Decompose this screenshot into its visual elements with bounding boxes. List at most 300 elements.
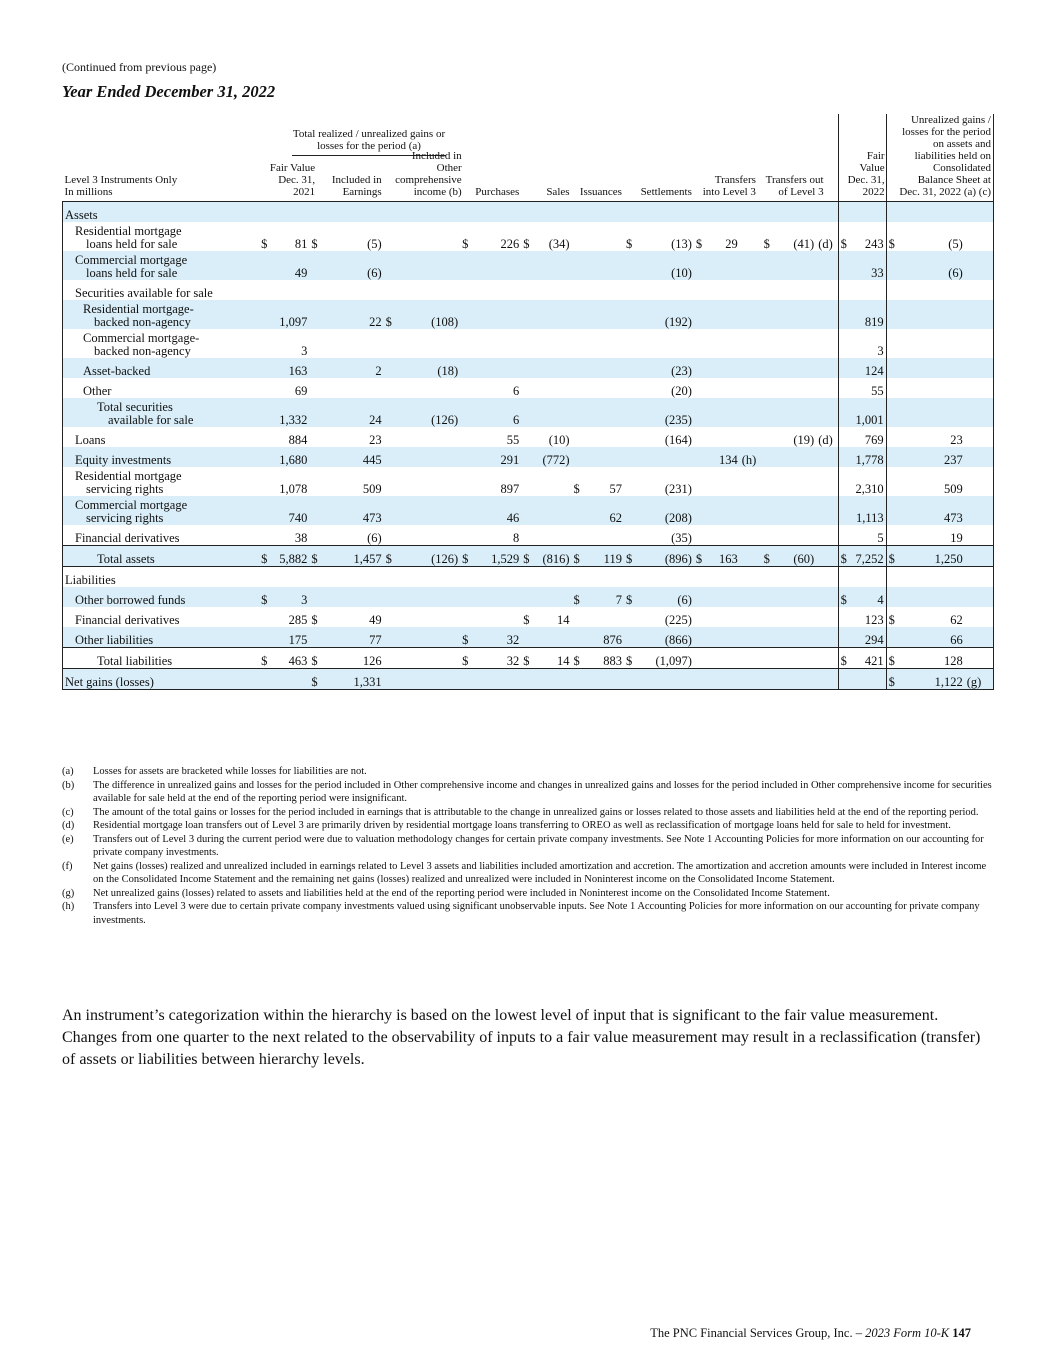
cell-currency: [309, 378, 324, 398]
cell-currency: [521, 525, 536, 546]
cell-value: [709, 378, 740, 398]
cell-value: [639, 280, 694, 300]
cell-value: 1,113: [853, 496, 886, 525]
header-label: Level 3 Instruments Only In millions: [63, 114, 260, 202]
table-row: [63, 525, 994, 546]
cell-note: [740, 202, 762, 223]
cell-currency: [309, 447, 324, 467]
cell-note: [816, 627, 838, 648]
cell-value: 3: [274, 587, 309, 607]
cell-note: [965, 546, 994, 567]
table-row: [63, 496, 994, 525]
cell-currency: [694, 251, 709, 280]
cell-value: [777, 398, 816, 427]
cell-note: [740, 358, 762, 378]
cell-note: [740, 669, 762, 690]
cell-value: 884: [288, 433, 308, 447]
cell-value: 876: [587, 627, 624, 648]
cell-currency: [886, 300, 901, 329]
cell-value: (10): [639, 251, 694, 280]
cell-value: 14: [557, 613, 570, 627]
cell-currency: [309, 300, 324, 329]
cell-currency: [521, 496, 536, 525]
cell-currency: [572, 202, 587, 223]
cell-currency: [886, 496, 901, 525]
footnote: [62, 900, 992, 927]
table-row: [63, 447, 994, 467]
cell-note: (d): [818, 433, 833, 447]
header-transfers-out: Transfers out of Level 3: [762, 114, 838, 202]
cell-currency: [460, 525, 475, 546]
table-row: [63, 587, 994, 607]
row-label: Total liabilities: [63, 648, 260, 669]
cell-value: [587, 329, 624, 358]
cell-currency: $: [523, 237, 530, 251]
cell-currency: [694, 467, 709, 496]
cell-note: [816, 546, 838, 567]
cell-currency: [384, 202, 406, 223]
cell-value: 62: [587, 496, 624, 525]
level3-rollforward-table: [62, 114, 994, 690]
table-row: [63, 567, 994, 588]
cell-value: [274, 202, 309, 223]
cell-currency: [762, 398, 777, 427]
cell-value: 4: [853, 587, 886, 607]
cell-note: [816, 607, 838, 627]
cell-currency: [624, 467, 639, 496]
cell-value: [406, 329, 461, 358]
cell-note: [740, 587, 762, 607]
table-row: [63, 202, 994, 223]
cell-value: [587, 525, 624, 546]
cell-value: 243: [864, 237, 884, 251]
cell-currency: [838, 525, 853, 546]
cell-currency: [762, 378, 777, 398]
footnote-text: The amount of the total gains or losses for the period included in earnings that is attributable to the change in unrealized gains or losses related to those assets and liabilities held at the end of the reporting period.: [93, 806, 979, 818]
cell-currency: $: [886, 648, 901, 669]
cell-value: (6): [901, 251, 964, 280]
footnote: [62, 779, 992, 806]
cell-note: [965, 567, 994, 588]
row-label: Residential mortgage servicing rights: [63, 467, 260, 496]
cell-note: [816, 648, 838, 669]
header-issuances: Issuances: [572, 114, 624, 202]
cell-note: [965, 202, 994, 223]
header-oci: Included in Other comprehensive income (b): [384, 114, 460, 202]
cell-currency: [624, 202, 639, 223]
cell-value: 7,252: [853, 546, 886, 567]
cell-value: [537, 587, 572, 607]
footnote-key: (b): [62, 779, 75, 791]
cell-currency: [309, 587, 324, 607]
cell-currency: [259, 202, 274, 223]
cell-value: [475, 251, 521, 280]
cell-currency: $: [384, 300, 406, 329]
cell-currency: [460, 669, 475, 690]
cell-value: [709, 398, 740, 427]
cell-currency: [762, 587, 777, 607]
cell-note: [740, 607, 762, 627]
cell-value: [587, 447, 624, 467]
cell-currency: $: [521, 546, 536, 567]
cell-currency: [521, 447, 536, 467]
cell-currency: $: [523, 613, 530, 627]
cell-value: [475, 607, 521, 627]
row-label: Total securities available for sale: [63, 398, 260, 427]
cell-value: [639, 329, 694, 358]
cell-currency: [838, 607, 853, 627]
cell-currency: [886, 251, 901, 280]
cell-currency: $: [462, 237, 469, 251]
cell-value: (10): [548, 433, 570, 447]
cell-note: [965, 648, 994, 669]
cell-currency: $: [886, 669, 901, 690]
cell-note: [965, 496, 994, 525]
cell-value: 6: [513, 384, 520, 398]
cell-currency: $: [259, 648, 274, 669]
cell-note: [965, 398, 994, 427]
cell-value: 66: [901, 627, 964, 648]
cell-value: 1,331: [325, 669, 384, 690]
cell-currency: [886, 202, 901, 223]
cell-currency: [572, 669, 587, 690]
cell-currency: [572, 358, 587, 378]
cell-currency: [762, 467, 777, 496]
cell-value: [325, 378, 384, 398]
cell-currency: [309, 496, 324, 525]
cell-currency: [624, 627, 639, 648]
cell-currency: [694, 280, 709, 300]
cell-note: [740, 627, 762, 648]
cell-currency: [694, 300, 709, 329]
cell-currency: [694, 496, 709, 525]
cell-currency: [762, 669, 777, 690]
cell-currency: [460, 329, 475, 358]
cell-currency: [838, 669, 853, 690]
cell-currency: $: [309, 546, 324, 567]
cell-value: [777, 567, 816, 588]
cell-currency: [838, 378, 853, 398]
cell-currency: [384, 398, 406, 427]
cell-value: 1,122: [901, 669, 964, 690]
cell-value: [587, 251, 624, 280]
cell-currency: [309, 329, 324, 358]
cell-currency: $: [838, 587, 853, 607]
cell-note: [816, 202, 838, 223]
header-transfers-in: Transfers into Level 3: [694, 114, 762, 202]
cell-note: [816, 398, 838, 427]
cell-currency: [694, 378, 709, 398]
cell-value: [709, 567, 740, 588]
cell-currency: $: [838, 546, 853, 567]
row-label: Financial derivatives: [63, 525, 260, 546]
cell-currency: [886, 447, 901, 467]
cell-value: 819: [853, 300, 886, 329]
cell-currency: [259, 398, 274, 427]
table-row: [63, 648, 994, 669]
cell-currency: [572, 627, 587, 648]
cell-currency: [259, 378, 274, 398]
cell-currency: [572, 329, 587, 358]
cell-note: [816, 447, 838, 467]
cell-value: 163: [709, 546, 740, 567]
cell-value: [853, 280, 886, 300]
table-row: [63, 607, 994, 627]
cell-currency: [460, 587, 475, 607]
table-row: [63, 222, 994, 251]
cell-value: 740: [274, 496, 309, 525]
cell-currency: [521, 567, 536, 588]
cell-currency: [572, 300, 587, 329]
cell-currency: [259, 280, 274, 300]
cell-value: 769: [864, 433, 884, 447]
cell-value: 134: [709, 447, 740, 467]
cell-value: [406, 607, 461, 627]
cell-currency: $: [460, 627, 475, 648]
cell-value: [709, 587, 740, 607]
cell-currency: [384, 587, 406, 607]
cell-value: 1,529: [475, 546, 521, 567]
table-row: [63, 669, 994, 690]
cell-value: 29: [725, 237, 738, 251]
cell-note: [965, 525, 994, 546]
cell-value: [709, 525, 740, 546]
cell-value: [475, 669, 521, 690]
cell-value: 5,882: [274, 546, 309, 567]
cell-value: (235): [639, 398, 694, 427]
cell-currency: [838, 467, 853, 496]
cell-currency: [838, 280, 853, 300]
footnote-text: The difference in unrealized gains and losses for the period included in Other comprehensive income and changes in unrealized gains and losses for the period included in Other comprehensive income for securities available for sale held at the end of the reporting period were insignificant.: [93, 779, 992, 804]
cell-value: [709, 280, 740, 300]
cell-value: 294: [853, 627, 886, 648]
cell-currency: [624, 525, 639, 546]
cell-note: [965, 447, 994, 467]
cell-currency: [624, 358, 639, 378]
cell-currency: [309, 467, 324, 496]
cell-currency: $: [572, 648, 587, 669]
cell-value: [274, 280, 309, 300]
cell-value: (6): [639, 587, 694, 607]
cell-currency: [838, 496, 853, 525]
cell-currency: [694, 648, 709, 669]
cell-currency: [572, 251, 587, 280]
cell-value: 285: [288, 613, 308, 627]
cell-value: [406, 467, 461, 496]
cell-value: [406, 587, 461, 607]
cell-value: 883: [587, 648, 624, 669]
row-label: Assets: [63, 202, 260, 223]
cell-value: (772): [537, 447, 572, 467]
cell-note: [816, 467, 838, 496]
cell-currency: [309, 358, 324, 378]
cell-currency: $: [311, 237, 318, 251]
cell-note: [816, 567, 838, 588]
cell-currency: [694, 567, 709, 588]
cell-currency: $: [309, 669, 324, 690]
cell-value: [587, 567, 624, 588]
cell-currency: [572, 427, 587, 447]
cell-value: 33: [853, 251, 886, 280]
cell-currency: [838, 427, 853, 447]
cell-currency: $: [311, 613, 318, 627]
cell-value: (231): [664, 482, 692, 496]
cell-value: [709, 669, 740, 690]
cell-value: [709, 202, 740, 223]
row-label: Liabilities: [63, 567, 260, 588]
cell-currency: [384, 607, 406, 627]
footnote-text: Residential mortgage loan transfers out of Level 3 are primarily driven by residential mortgage loans transferring to OREO as well as reclassification of mortgage loans held for sale to held for investment.: [93, 820, 951, 831]
cell-value: 19: [950, 531, 963, 545]
cell-currency: [521, 300, 536, 329]
cell-value: (866): [639, 627, 694, 648]
cell-currency: [694, 627, 709, 648]
table-row: [63, 329, 994, 358]
cell-value: [709, 251, 740, 280]
cell-note: [965, 358, 994, 378]
cell-currency: [384, 427, 406, 447]
cell-currency: [572, 447, 587, 467]
cell-currency: [384, 222, 406, 251]
cell-value: 1,250: [901, 546, 964, 567]
cell-note: [740, 398, 762, 427]
cell-currency: [259, 447, 274, 467]
cell-currency: [521, 398, 536, 427]
cell-value: [901, 587, 964, 607]
cell-currency: [762, 607, 777, 627]
cell-currency: [521, 427, 536, 447]
cell-value: [475, 300, 521, 329]
cell-currency: $: [694, 546, 709, 567]
cell-currency: [762, 627, 777, 648]
page-title: Year Ended December 31, 2022: [62, 82, 276, 101]
cell-value: [709, 427, 740, 447]
body-paragraph: An instrument’s categorization within the hierarchy is based on the lowest level of input that is significant to the fair value measurement. Changes from one quarter to the next related to the observability of inputs to a fair value measurement may result in a reclassification (transfer) of assets or liabilities between hierarchy levels.: [62, 1007, 981, 1068]
footer-page-number: 147: [952, 1326, 971, 1340]
footnote: [62, 765, 992, 779]
cell-value: [325, 329, 384, 358]
cell-note: [965, 222, 994, 251]
cell-value: [901, 300, 964, 329]
cell-currency: [624, 567, 639, 588]
cell-currency: [460, 202, 475, 223]
cell-note: [740, 567, 762, 588]
cell-value: (816): [537, 546, 572, 567]
cell-currency: [572, 378, 587, 398]
cell-value: [274, 669, 309, 690]
cell-value: (5): [948, 237, 963, 251]
cell-value: [587, 202, 624, 223]
cell-value: [777, 251, 816, 280]
cell-currency: [694, 202, 709, 223]
cell-currency: [694, 398, 709, 427]
cell-value: 8: [513, 531, 520, 545]
cell-value: 3: [301, 344, 308, 358]
cell-value: (35): [671, 531, 692, 545]
row-label: Equity investments: [63, 447, 260, 467]
cell-currency: [460, 398, 475, 427]
cell-value: 22: [325, 300, 384, 329]
cell-value: 46: [475, 496, 521, 525]
footnote: [62, 806, 992, 820]
cell-value: (192): [639, 300, 694, 329]
cell-currency: [309, 280, 324, 300]
cell-currency: $: [384, 546, 406, 567]
cell-currency: [572, 525, 587, 546]
cell-currency: [521, 280, 536, 300]
cell-value: [901, 378, 964, 398]
cell-currency: [259, 358, 274, 378]
cell-currency: [694, 358, 709, 378]
cell-value: [777, 648, 816, 669]
cell-currency: [762, 358, 777, 378]
cell-currency: [259, 627, 274, 648]
cell-value: 119: [587, 546, 624, 567]
cell-value: [406, 669, 461, 690]
cell-currency: [886, 358, 901, 378]
cell-currency: [838, 300, 853, 329]
row-label: Commercial mortgage loans held for sale: [63, 251, 260, 280]
cell-value: [777, 202, 816, 223]
cell-value: 124: [853, 358, 886, 378]
cell-value: [537, 669, 572, 690]
cell-currency: [384, 669, 406, 690]
cell-value: [537, 329, 572, 358]
cell-currency: $: [521, 648, 536, 669]
cell-currency: [624, 398, 639, 427]
cell-note: [965, 607, 994, 627]
cell-value: [475, 358, 521, 378]
footnote: [62, 833, 992, 860]
cell-value: [777, 627, 816, 648]
cell-currency: [309, 202, 324, 223]
cell-value: [537, 567, 572, 588]
cell-value: [709, 648, 740, 669]
cell-note: [816, 496, 838, 525]
cell-value: (5): [367, 237, 382, 251]
cell-value: [537, 496, 572, 525]
cell-value: 23: [950, 433, 963, 447]
cell-currency: [259, 467, 274, 496]
cell-currency: [259, 427, 274, 447]
cell-currency: [762, 329, 777, 358]
cell-value: [537, 358, 572, 378]
cell-currency: $: [762, 546, 777, 567]
cell-currency: $: [572, 587, 587, 607]
cell-currency: [572, 496, 587, 525]
cell-currency: [384, 525, 406, 546]
cell-note: [740, 251, 762, 280]
header-fv-end: Fair Value Dec. 31, 2022: [838, 114, 886, 202]
cell-value: [777, 669, 816, 690]
cell-currency: [886, 525, 901, 546]
cell-currency: [460, 607, 475, 627]
footnote-text: Transfers into Level 3 were due to certain private company investments valued using significant unobservable inputs. See Note 1 Accounting Policies for more information on our accounting for private company investments.: [93, 901, 980, 926]
cell-currency: [259, 251, 274, 280]
cell-value: [587, 607, 624, 627]
cell-value: (13): [671, 237, 692, 251]
cell-currency: [886, 467, 901, 496]
cell-currency: [384, 567, 406, 588]
footer-form: 2023 Form 10-K: [865, 1326, 950, 1340]
cell-value: (41): [793, 237, 815, 251]
cell-currency: [384, 496, 406, 525]
footnote-text: Net unrealized gains (losses) related to assets and liabilities held at the end of the reporting period were included in Noninterest income on the Consolidated Income Statement.: [93, 887, 830, 899]
cell-value: [709, 627, 740, 648]
cell-currency: [384, 467, 406, 496]
cell-value: [639, 202, 694, 223]
cell-currency: $: [886, 222, 901, 251]
